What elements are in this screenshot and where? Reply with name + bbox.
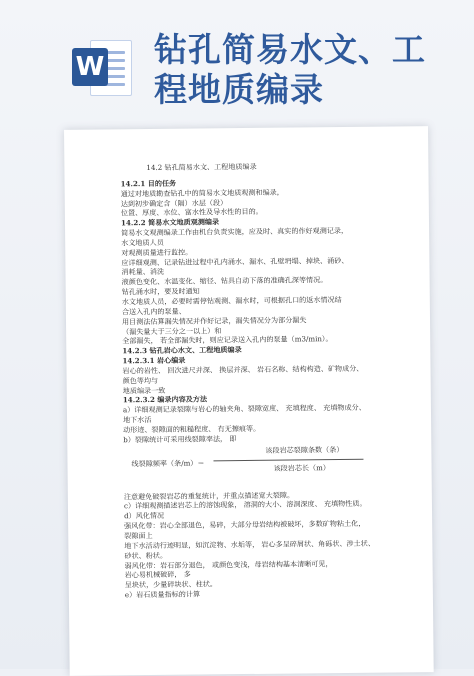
text-line: 强风化带：岩心全部退色，易碎，大部分母岩结构被破坏，多数矿物粘土化， [124, 518, 366, 531]
formula-denominator: 该段岩芯长（m） [273, 462, 330, 473]
document-content [120, 160, 417, 600]
text-line: 砂状、粉状。 [124, 550, 168, 560]
text-line: e）岩石质量指标的计算 [124, 589, 201, 600]
text-line: 地质编录一致 [122, 385, 166, 395]
text-line: 岩心易机械破碎， 多 [124, 569, 191, 580]
fracture-frequency-formula [123, 446, 415, 487]
document-page-preview[interactable] [64, 126, 434, 676]
text-line: 对观测质量进行监控。 [121, 247, 193, 258]
text-line: 岩心的岩性、 回次进尺并深、 换层并深、 岩石名称、结构构造、矿物成分、 [122, 363, 364, 376]
header-banner [0, 0, 474, 112]
text-line: 呈块状，少量碎块状、柱状。 [124, 579, 218, 590]
text-line: c）详细观测描述岩芯上的溶蚀现象， 溶洞的大小、溶洞深度、 充填物性质。 [123, 499, 367, 511]
formula-numerator: 该段岩芯裂隙条数（条） [265, 444, 344, 455]
text-line: 14.2.3.1 岩心编录 [122, 355, 186, 366]
text-line: 水文地质人员 [121, 237, 164, 248]
text-line: 14.2.2 简易水文地质观测编录 [120, 217, 220, 228]
text-line: 通过对地质勘查钻孔中的简易水文地质观测和编录， [120, 187, 284, 199]
word-document-icon [70, 36, 132, 98]
document-lines-part-2 [124, 489, 417, 600]
text-line: 位置、厚度、水位、富水性及导水性的目的。 [120, 207, 263, 218]
section-heading: 14.2 钻孔简易水文、工程地质编录 [146, 161, 257, 173]
text-line: 应详细观测、记录钻进过程中孔内涌水、漏水、孔壁坍塌、掉块、涌砂、 [121, 255, 349, 267]
text-line: 消耗量、消洗 [121, 267, 165, 277]
text-line: b）裂隙统计可采用线裂隙率法， 即 [123, 433, 237, 445]
text-line: 注意避免破裂岩芯的重复统计，并重点描述宽大裂隙。 [123, 490, 295, 501]
text-line: 地下水活 [123, 415, 152, 425]
formula-label: 线裂隙频率（条/m）＝ [131, 458, 205, 468]
document-lines-part-1 [121, 176, 416, 445]
text-line: 地下水活动行迹明显，如沉淀物、水垢等， 岩心多呈碎屑状、角砾状、涉土状、 [124, 538, 375, 551]
text-line: 简易水文观测编录工作由机台负责实施，应及时、真实的作好观测记录， [121, 225, 349, 238]
text-line: 用目测法估算漏失情况并作好记录，漏失情况分为部分漏失 [121, 315, 307, 326]
text-line: 钻孔涌水时，要及时通知 [121, 286, 200, 297]
text-line: 14.2.3 钻孔岩心水文、工程地质编录 [122, 345, 242, 356]
text-line: 14.2.1 目的任务 [120, 178, 177, 189]
text-line: 14.2.3.2 编录内容及方法 [122, 394, 208, 405]
text-line: （漏失量大于三分之一以上）和 [122, 325, 222, 336]
page-title-line-2: 程地质编录 [154, 70, 324, 109]
text-line: d）风化情况 [124, 511, 165, 521]
text-line: 动形迹、裂隙面的粗糙程度、 有无擦痕等。 [123, 423, 261, 435]
text-line: 裂隙面上 [124, 531, 153, 541]
text-line: 水文地质人员，必要时需停钻观测、漏水时，可根据孔口的返水情况结 [121, 294, 342, 307]
text-line: 合送入孔内的泵量、 [121, 306, 186, 317]
text-line: 液颜色变化、水温变化、缩径、钻具自动下落的准确孔深等情况。 [121, 275, 328, 287]
page-title-line-1: 钻孔简易水文、工 [154, 30, 426, 69]
word-logo-letter: W [72, 48, 108, 86]
text-line: 达到初步确定含（隔）水层（段） [120, 197, 228, 208]
text-line: 全部漏失， 若全部漏失时，则应记录送入孔内的泵量（m3/min）。 [122, 334, 333, 346]
text-line: 弱风化带：岩石部分退色， 或颜色变浅，母岩结构基本清晰可见， [124, 558, 333, 570]
fraction-bar [213, 458, 363, 461]
text-line: 颜色等均与 [122, 375, 159, 386]
text-line: a）详细观测记录裂隙与岩心的轴夹角、裂隙宽度、 充填程度、 充填物成分、 [122, 403, 366, 415]
